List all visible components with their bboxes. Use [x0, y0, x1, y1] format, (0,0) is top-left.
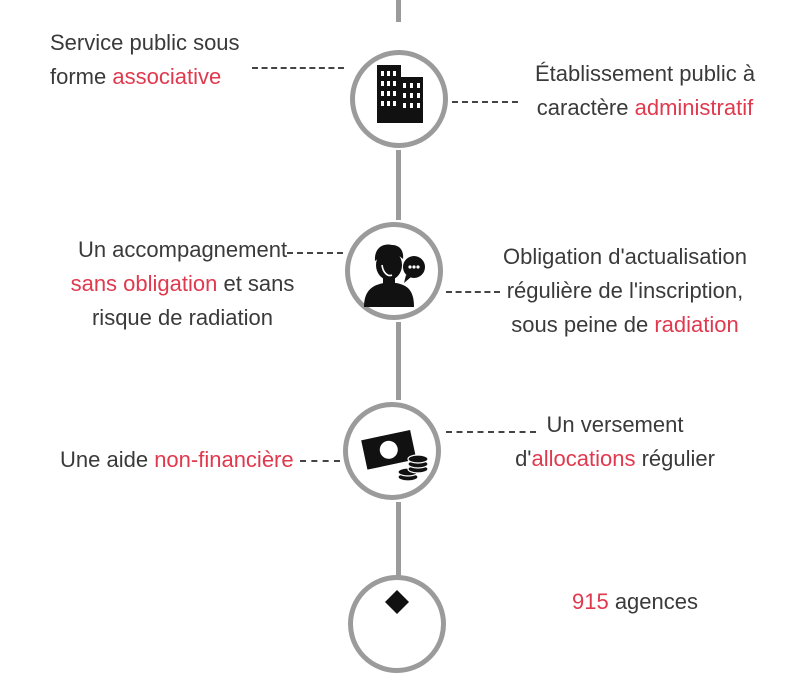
text-line: Un accompagnement: [77, 237, 288, 262]
text-line: sans obligation et sans: [70, 271, 295, 296]
person-speech-bubble-icon: [350, 227, 438, 315]
text-line: Un versement: [546, 412, 684, 437]
office-building-icon: [355, 55, 443, 143]
text-line: d'allocations régulier: [515, 446, 715, 471]
text-line: caractère administratif: [536, 95, 754, 120]
icon-circle: [343, 402, 441, 500]
connector-dash: [252, 67, 344, 69]
connector-dash: [446, 291, 500, 293]
row3-left-text: [60, 443, 294, 477]
row4-right-text: [535, 585, 735, 619]
timeline-line: [396, 150, 401, 220]
icon-circle: [348, 575, 446, 673]
timeline-line: [396, 502, 401, 578]
text-line: Service public sous: [50, 30, 240, 55]
connector-dash: [287, 252, 343, 254]
connector-dash: [300, 460, 340, 462]
money-coins-icon: [348, 407, 436, 495]
text-line: Une aide non-financière: [60, 447, 294, 472]
text-line: régulière de l'inscription,: [506, 278, 744, 303]
text-line: 915 agences: [571, 589, 698, 614]
text-line: Obligation d'actualisation: [503, 244, 747, 269]
icon-circle: [345, 222, 443, 320]
row1-left-text: [50, 26, 240, 94]
connector-dash: [452, 101, 518, 103]
location-pin-icon: [353, 580, 441, 668]
connector-dash: [446, 431, 536, 433]
row2-left-text: [60, 233, 305, 335]
timeline-line: [396, 322, 401, 400]
row2-right-text: [495, 240, 755, 342]
text-line: Établissement public à: [534, 61, 756, 86]
text-line: sous peine de radiation: [511, 312, 739, 337]
text-line: forme associative: [50, 64, 222, 89]
icon-circle: [350, 50, 448, 148]
text-line: risque de radiation: [91, 305, 273, 330]
row1-right-text: [515, 57, 775, 125]
row3-right-text: [505, 408, 725, 476]
timeline-line: [396, 0, 401, 22]
